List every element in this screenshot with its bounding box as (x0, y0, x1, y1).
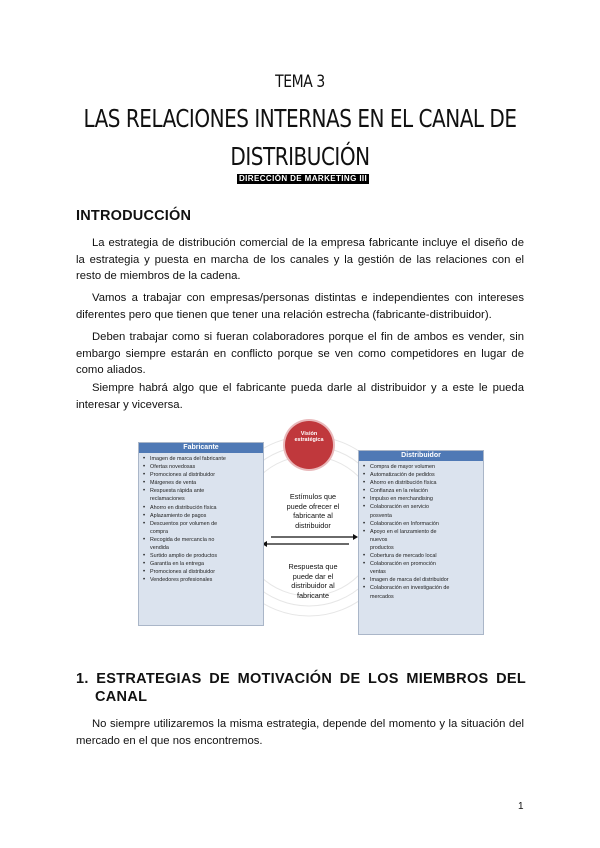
subject-label: DIRECCIÓN DE MARKETING III (239, 174, 368, 183)
list-item: vendida (150, 545, 169, 552)
list-item: • Ahorro en distribución física (150, 504, 263, 512)
list-item: posventa (370, 512, 392, 519)
list-item: • Ofertas novedosas (150, 463, 263, 471)
list-item: nuevos (370, 536, 388, 543)
intro-paragraph-3: Deben trabajar como si fueran colaboradores porque el fin de ambos es vender, sin embargo siempre estarán en conflicto porque se ven como competidores en lugar de como aliados. (76, 331, 524, 376)
distributor-box (358, 450, 484, 635)
list-item: • Confianza en la relación (370, 487, 483, 495)
list-item: • Compra de mayor volumen (370, 463, 483, 471)
list-item: • Colaboración en promoción (370, 560, 483, 568)
intro-heading: INTRODUCCIÓN (76, 208, 192, 224)
section-1-heading-cont: CANAL (95, 689, 148, 705)
manufacturer-list (139, 455, 263, 585)
list-item: • Garantía en la entrega (150, 560, 263, 568)
list-item: • Promociones al distribuidor (150, 568, 263, 576)
list-item: • Promociones al distribuidor (150, 471, 263, 479)
list-item: compra (150, 528, 168, 535)
list-item: • Imagen de marca del distribuidor (370, 576, 483, 584)
list-item: • Recogida de mercancía no (150, 536, 263, 544)
distributor-list (359, 463, 483, 601)
list-item: • Márgenes de venta (150, 479, 263, 487)
vision-circle: Visión estratégica (285, 421, 333, 469)
intro-paragraph-2: Vamos a trabajar con empresas/personas distintas e independientes con intereses diferentes pero que tienen que tener una relación estrecha (fabricante-distribuidor). (76, 292, 524, 321)
section-1-paragraph: No siempre utilizaremos la misma estrategia, depende del momento y la situación del mercado en el que nos encontremos. (76, 718, 524, 747)
list-item: • Colaboración en servicio (370, 503, 483, 511)
list-item: • Aplazamiento de pagos (150, 512, 263, 520)
page-title-line1: LAS RELACIONES INTERNAS EN EL CANAL DE (83, 104, 517, 133)
section-1-heading: 1. ESTRATEGIAS DE MOTIVACIÓN DE LOS MIEMBROS DEL (76, 671, 526, 687)
list-item: • Ahorro en distribución física (370, 479, 483, 487)
list-item: • Colaboración en Información (370, 520, 483, 528)
page-number: 1 (518, 801, 524, 812)
list-item: • Apoyo en el lanzamiento de (370, 528, 483, 536)
list-item: • Imagen de marca del fabricante (150, 455, 263, 463)
list-item: ventas (370, 569, 386, 576)
intro-paragraph-4: Siempre habrá algo que el fabricante pueda darle al distribuidor y a este le pueda interesar y viceversa. (76, 382, 524, 411)
response-label: Respuesta que puede dar el distribuidor al fabricante (288, 562, 338, 600)
list-item: • Impulso en merchandising (370, 495, 483, 503)
list-item: • Colaboración en investigación de (370, 584, 483, 592)
intro-paragraph-1: La estrategia de distribución comercial de la empresa fabricante incluye el diseño de la estrategia y puesta en marcha de los canales y la gestión de las relaciones con el resto de miembros de la cadena. (76, 237, 524, 282)
list-item: • Vendedores profesionales (150, 576, 263, 584)
tema-label: TEMA 3 (275, 72, 325, 92)
list-item: • Automatización de pedidos (370, 471, 483, 479)
list-item: • Descuentos por volumen de (150, 520, 263, 528)
list-item: • Surtido amplio de productos (150, 552, 263, 560)
page-title-line2: DISTRIBUCIÓN (230, 142, 370, 171)
manufacturer-box (138, 442, 264, 626)
relationship-diagram (134, 420, 484, 633)
list-item: reclamaciones (150, 496, 185, 503)
list-item: mercados (370, 593, 394, 600)
list-item: productos (370, 544, 394, 551)
list-item: • Respuesta rápida ante (150, 487, 263, 495)
stimuli-label: Estímulos que puede ofrecer el fabricante al distribuidor (286, 492, 340, 530)
manufacturer-box-title: Fabricante (139, 443, 263, 453)
list-item: • Cobertura de mercado local (370, 552, 483, 560)
distributor-box-title: Distribuidor (359, 451, 483, 461)
